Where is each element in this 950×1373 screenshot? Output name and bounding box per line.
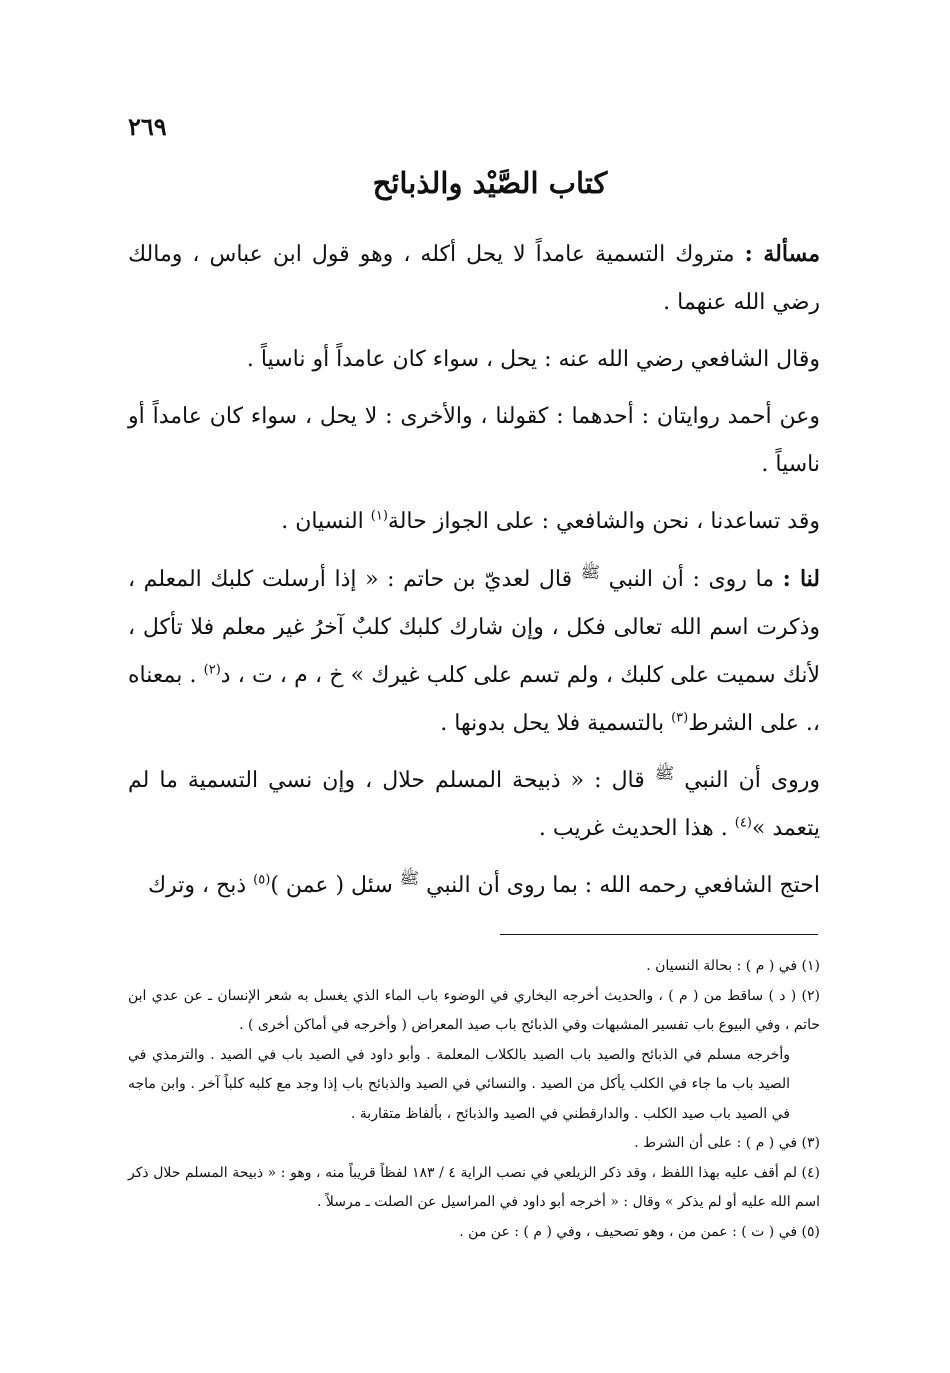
masala-text: متروك التسمية عامداً لا يحل أكله ، وهو قول ابن عباس ، ومالك رضي الله عنهما . [128,242,820,315]
argument-text-b: سئل ( عمن ) [270,873,393,898]
ahmad-text: وعن أحمد روايتان : أحدهما : كقولنا ، والأخرى : لا يحل ، سواء كان عامداً أو ناسياً . [128,404,820,477]
paragraph-shafii [128,336,820,384]
footnote-ref-1: (١) [370,508,388,524]
footnote-divider [500,934,818,935]
chapter-title: كتاب الصَّيْد والذبائح [372,166,608,200]
shafii-text: وقال الشافعي رضي الله عنه : يحل ، سواء كان عامداً أو ناسياً . [246,347,820,372]
evidence-text-a: ما روى : أن النبي [608,567,774,592]
hadith-text-c: . هذا الحديث غريب . [538,816,728,841]
footnote-5: (٥) في ( ت ) : عمن من ، وهو تصحيف ، وفي ( م ) : عن من . [459,1223,820,1240]
footnote-2-continued: وأخرجه مسلم في الذبائح والصيد باب الصيد بالكلاب المعلمة . وأبو داود في الصيد باب في الصيد . والترمذي في الصيد باب ما جاء في الكلب يأكل من الصيد . والنسائي في الصيد والذبائح باب إذا وجد مع كلبه كلباً آخر . وابن ماجه في الصيد باب صيد الكلب . والدارقطني في الصيد والذبائح ، بألفاظ متقاربة . [128,1046,790,1122]
footnote-ref-3: (٣) [671,710,689,726]
paragraph-argument [128,862,820,910]
hadith-text-a: وروى أن النبي [684,768,821,793]
paragraph-hadith [128,757,820,853]
agreement-text-end: النسيان . [281,509,364,534]
salawat-symbol: ﷺ [654,763,675,783]
footnote-ref-5: (٥) [253,872,271,888]
page-number: ٢٦٩ [128,112,167,141]
paragraph-ahmad [128,393,820,489]
masala-label: مسألة : [744,241,820,267]
hadith-text-b: قال : « ذبيحة المسلم حلال ، وإن نسي التسمية ما لم يتعمد » [128,768,820,841]
evidence-text-b: قال لعديّ بن حاتم : « إذا أرسلت كلبك المعلم ، وذكرت اسم الله تعالى فكل ، وإن شارك كلبك كلبٌ آخرُ غير معلم فلا تأكل ، لأنك سميت على كلبك ، ولم تسم على كلب غيرك » خ ، م ، ت ، د [128,567,820,688]
evidence-label: لنا : [782,566,821,592]
paragraph-evidence [128,555,820,748]
paragraph-masala [128,230,820,327]
footnote-2: (٢) ( د ) ساقط من ( م ) ، والحديث أخرجه البخاري في الوضوء باب الماء الذي يغسل به شعر الإنسان ـ عن عدي ابن حاتم ، وفي البيوع باب تفسير المشبهات وفي الذبائح باب صيد المعراض ( وأخرجه في أماكن أخرى ) . [128,987,820,1033]
argument-text-a: احتج الشافعي رحمه الله : بما روى أن النبي [426,873,820,898]
paragraph-agreement [128,498,820,546]
evidence-text-c: . بمعناه ،. على الشرط [128,663,820,736]
argument-text-c: ذبح ، وترك [147,873,247,898]
footnote-3: (٣) في ( م ) : على أن الشرط . [634,1135,820,1151]
footnotes [128,952,820,1247]
agreement-text: وقد تساعدنا ، نحن والشافعي : على الجواز حالة [387,509,820,534]
salawat-symbol: ﷺ [399,868,420,888]
evidence-text-d: بالتسمية فلا يحل بدونها . [440,711,665,736]
footnote-ref-2: (٢) [203,662,221,678]
footnote-4: (٤) لم أقف عليه بهذا اللفظ ، وقد ذكر الزيلعي في نصب الراية ٤ / ١٨٣ لفظاً قريباً منه ، وهو : « ذبيحة المسلم حلال ذكر اسم الله عليه أو لم يذكر » وقال : « أخرجه أبو داود في المراسيل عن الصلت ـ مرسلاً . [128,1164,820,1210]
salawat-symbol: ﷺ [580,562,601,582]
main-text [128,230,820,919]
footnote-ref-4: (٤) [734,815,752,831]
footnote-1: (١) في ( م ) : بحالة النسيان . [646,958,820,974]
